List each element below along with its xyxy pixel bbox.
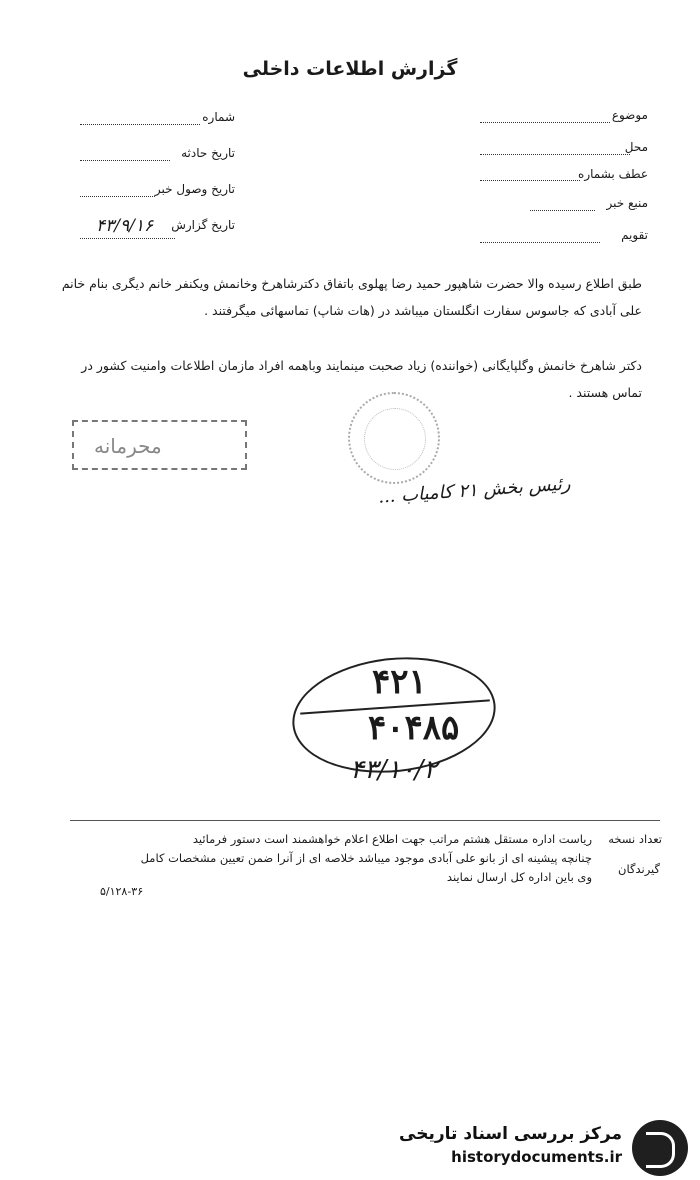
registration-date: ۴۳/۱۰/۲: [350, 755, 438, 785]
document-title: گزارش اطلاعات داخلی: [242, 58, 458, 80]
field-receipt-date-label: تاریخ وصول خبر: [154, 182, 235, 196]
footer-label-copies: تعداد نسخه: [608, 832, 662, 846]
field-receipt-date-dots: [80, 196, 155, 197]
footer-line-1: ریاست اداره مستقل هشتم مراتب جهت اطلاع اعلام خواهشمند است دستور فرمائید: [192, 832, 592, 846]
confidential-stamp-text: محرمانه: [94, 434, 162, 458]
footer-label-recipients: گیرندگان: [618, 862, 660, 876]
body-paragraph-1: طبق اطلاع رسیده والا حضرت شاهپور حمید رضا پهلوی باتفاق دکترشاهرخ وخانمش ویکنفر خانم دیگری بنام خانم علی آبادی که جاسوس سفارت انگلستان میباشد در (هات شاپ) تماسهائی میگرفتند .: [61, 276, 642, 318]
field-number-dots: [80, 124, 200, 125]
footer-rule: [70, 820, 660, 821]
field-subject-label: موضوع: [611, 108, 648, 122]
field-report-date-label: تاریخ گزارش: [171, 218, 235, 232]
field-number-label: شماره: [202, 110, 235, 124]
field-source-dots: [530, 210, 595, 211]
registration-number-main: ۴۰۴۸۵: [368, 708, 460, 748]
footer-code: ۵/۱۲۸-۳۶: [100, 885, 144, 898]
field-reference-label: عطف بشماره: [578, 167, 648, 181]
field-rating-dots: [480, 242, 600, 243]
field-rating-label: تقویم: [621, 228, 648, 242]
confidential-stamp: [72, 420, 247, 470]
field-reference-dots: [480, 180, 580, 181]
footer-line-2: چنانچه پیشینه ای از بانو علی آبادی موجود میباشد خلاصه ای از آنرا ضمن تعیین مشخصات کامل: [140, 851, 592, 865]
logo-url: historydocuments.ir: [451, 1148, 622, 1166]
registration-number-top: ۴۲۱: [372, 662, 427, 702]
field-place-dots: [480, 154, 630, 155]
field-incident-date-dots: [80, 160, 170, 161]
history-documents-logo-icon: [632, 1120, 688, 1176]
field-report-date-dots: [80, 238, 175, 239]
round-seal-icon: [348, 392, 440, 484]
field-source-label: منبع خبر: [606, 196, 648, 210]
field-subject-dots: [480, 122, 610, 123]
field-report-date-value: ۴۳/۹/۱۶: [96, 216, 154, 236]
footer-line-3: وی باین اداره کل ارسال نمایند: [446, 870, 592, 884]
body-paragraph-2: دکتر شاهرخ خانمش وگلپایگانی (خواننده) زیاد صحبت مینمایند وباهمه افراد مازمان اطلاعات وامنیت کشور در تماس هستند .: [81, 358, 642, 400]
field-place-label: محل: [624, 140, 648, 154]
logo-name: مرکز بررسی اسناد تاریخی: [399, 1124, 622, 1144]
field-incident-date-label: تاریخ حادثه: [181, 146, 235, 160]
signature: رئیس بخش ۲۱ کامیاب ...: [377, 473, 572, 508]
